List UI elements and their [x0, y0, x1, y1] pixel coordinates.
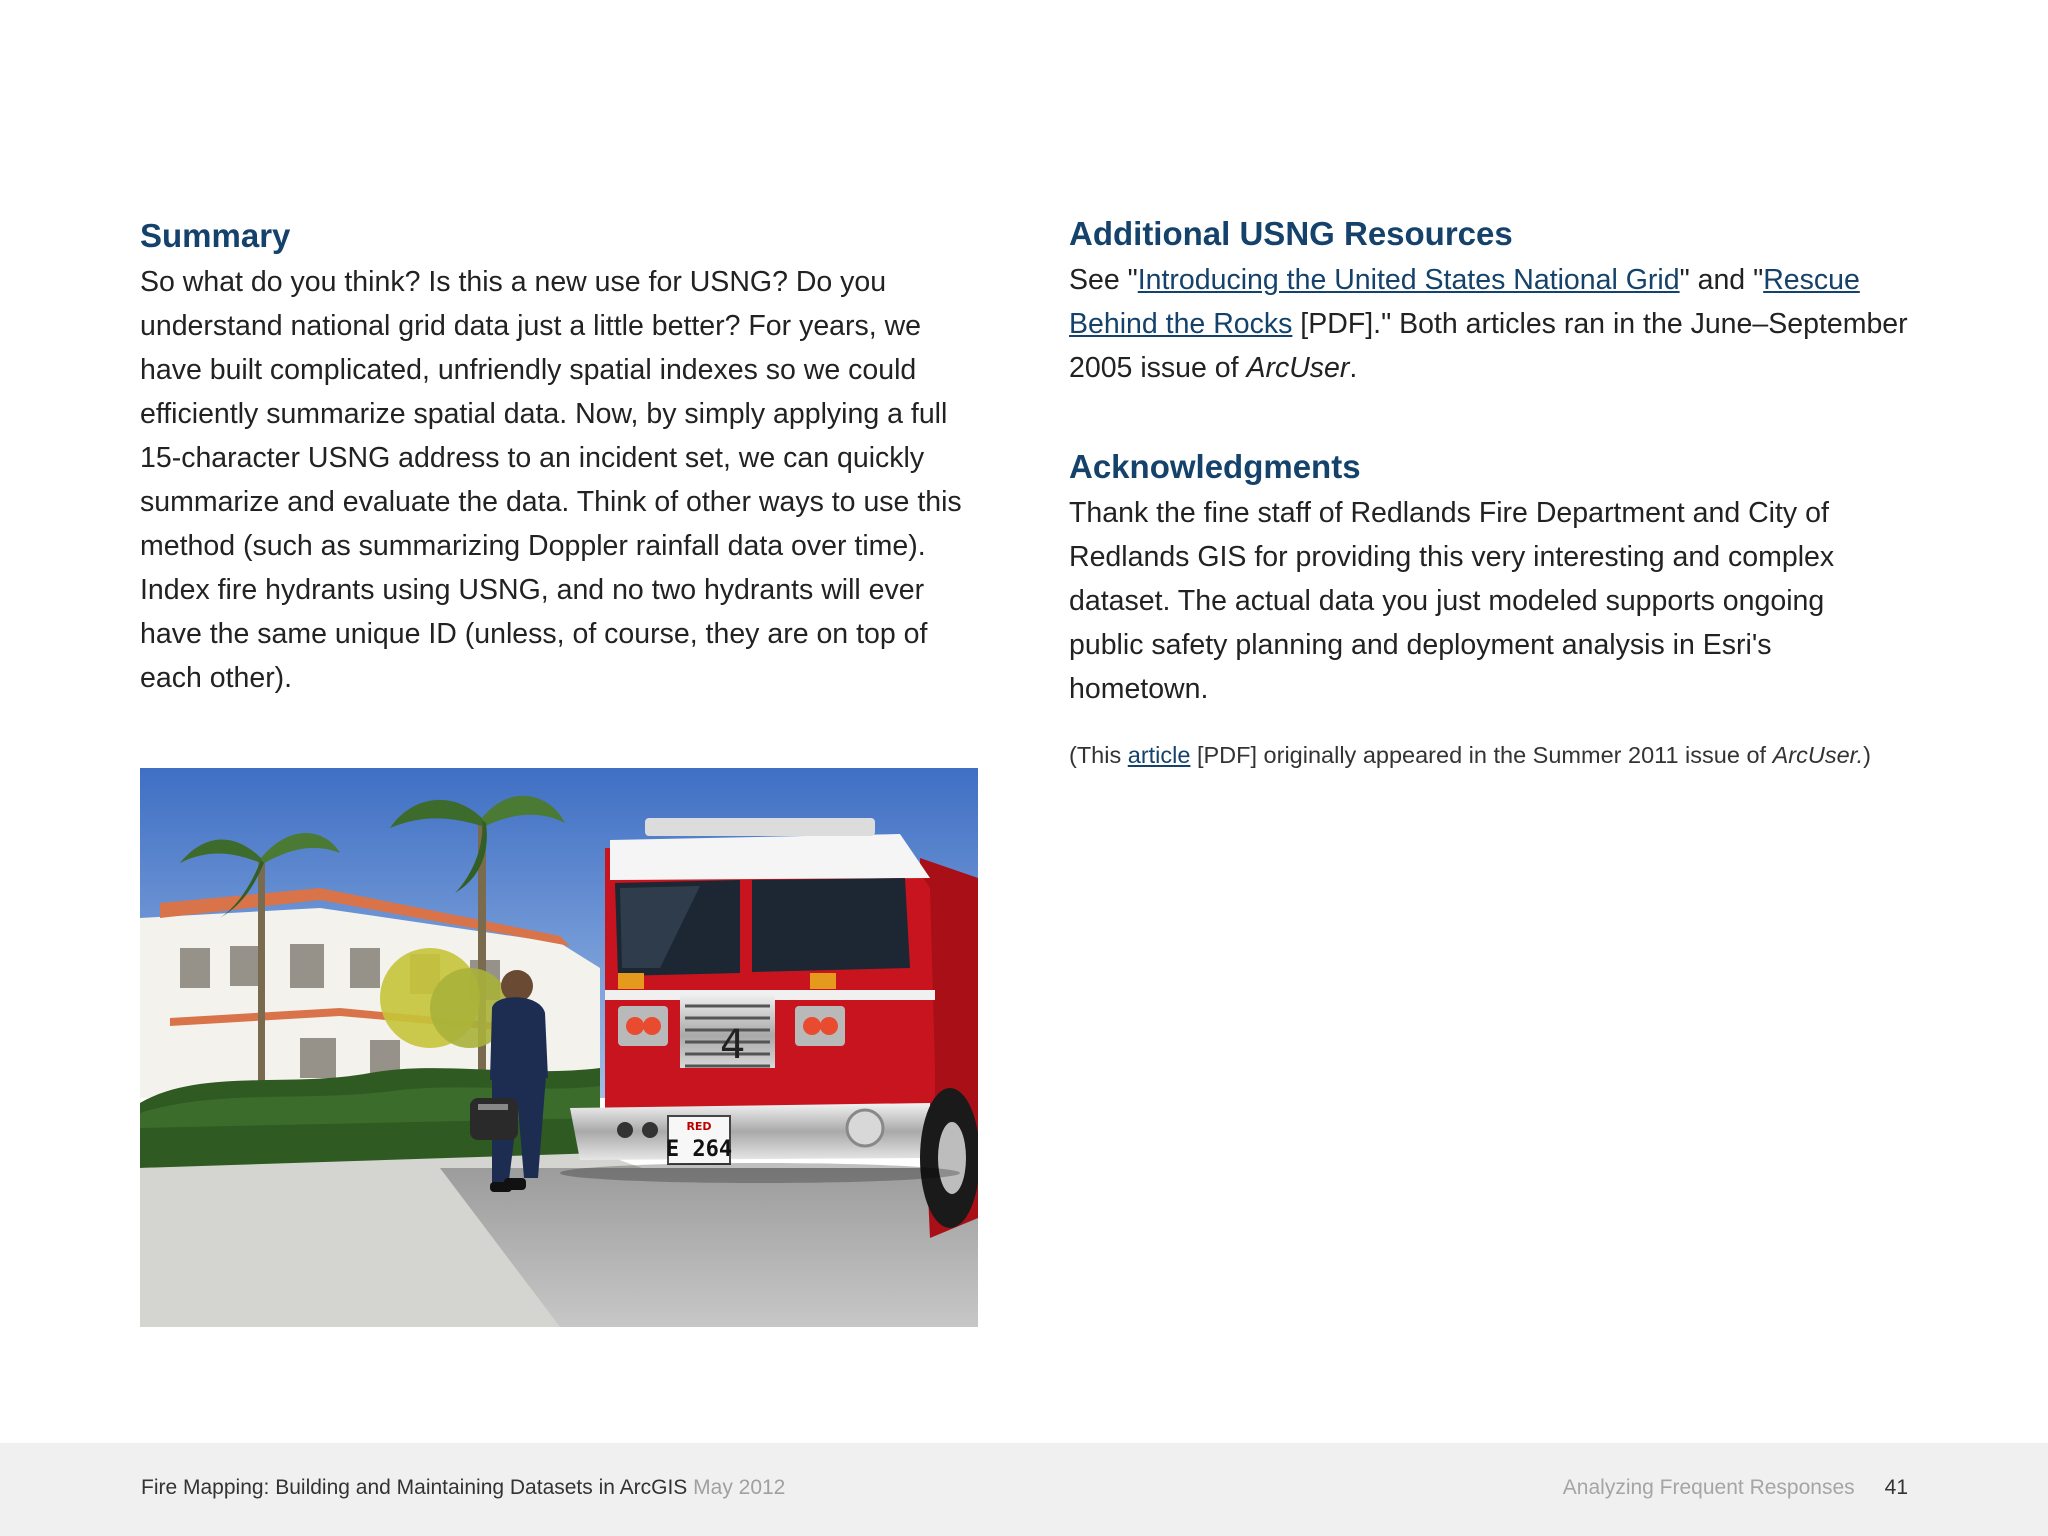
- note-publication: ArcUser.: [1772, 742, 1864, 768]
- footer-date: May 2012: [693, 1476, 786, 1499]
- resources-mid: " and ": [1679, 264, 1764, 296]
- note-prefix: (This: [1069, 742, 1128, 768]
- footer-title: Fire Mapping: Building and Maintaining Datasets in ArcGIS: [141, 1476, 688, 1499]
- summary-paragraph: So what do you think? Is this a new use for USNG? Do you understand national grid data just a little better? For years, we have built complicated, unfriendly spatial indexes so we could efficiently summarize spatial data. Now, by simply applying a full 15-character USNG address to an incident set, we can quickly summarize and evaluate the data. Think of other ways to use this method (such as summarizing Doppler rainfall data over time). Index fire hydrants using USNG, and no two hydrants will ever have the same unique ID (unless, of course, they are on top of each other).: [140, 266, 962, 694]
- footer-section-info: [1563, 1473, 1908, 1503]
- resources-heading: Additional USNG Resources: [1069, 215, 1513, 252]
- right-column: [1069, 210, 1919, 795]
- page-number: 41: [1884, 1476, 1908, 1499]
- article-pdf-link[interactable]: article: [1127, 742, 1191, 768]
- usng-article-link[interactable]: Introducing the United States National Grid: [1137, 264, 1680, 296]
- resources-end: .: [1349, 352, 1358, 384]
- note-end: ): [1863, 742, 1871, 768]
- source-note: [1069, 739, 1919, 771]
- resources-prefix: See ": [1069, 264, 1138, 296]
- summary-heading: Summary: [140, 217, 291, 254]
- page-footer: [0, 1443, 2048, 1536]
- fire-truck: [560, 818, 978, 1238]
- note-middle: [PDF] originally appeared in the Summer 2011 issue of: [1190, 742, 1773, 768]
- arcuser-publication: ArcUser: [1246, 352, 1350, 384]
- fire-truck-illustration: [140, 768, 978, 1327]
- fire-truck-photo: [140, 768, 978, 1327]
- plate-top-text: RED: [686, 1120, 712, 1133]
- rescue-article-link[interactable]: Rescue Behind the Rocks: [1069, 264, 1860, 340]
- footer-section-name: Analyzing Frequent Responses: [1562, 1476, 1855, 1499]
- resources-after: [PDF]." Both articles ran in the June–September 2005 issue of: [1069, 308, 1908, 384]
- left-column: [140, 210, 980, 700]
- acknowledgments-paragraph: Thank the fine staff of Redlands Fire Department and City of Redlands GIS for providing this very interesting and complex dataset. The actual data you just modeled supports ongoing public safety planning and deployment analysis in Esri's hometown.: [1069, 497, 1835, 705]
- acknowledgments-heading: Acknowledgments: [1069, 448, 1361, 485]
- truck-unit-number: 4: [720, 1022, 746, 1068]
- footer-document-title: [141, 1473, 785, 1503]
- resources-paragraph: [1069, 258, 1919, 390]
- plate-number: E 264: [665, 1137, 733, 1162]
